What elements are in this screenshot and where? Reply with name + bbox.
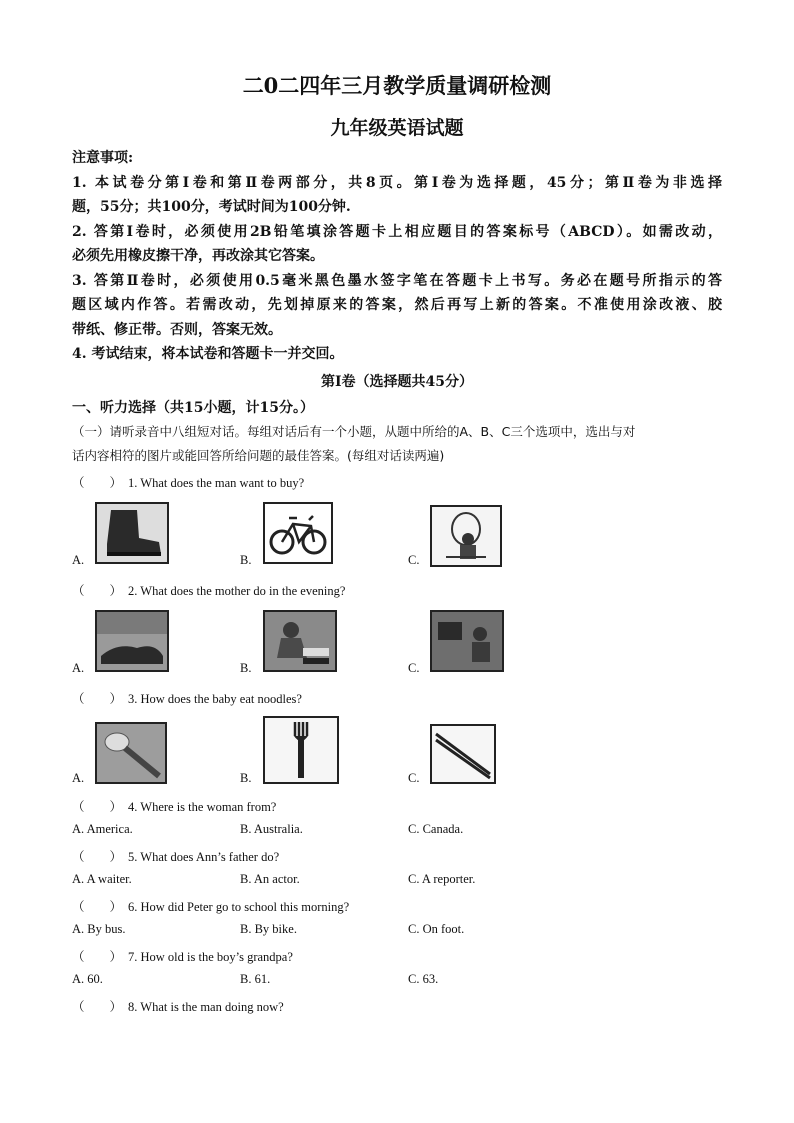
answer-blank[interactable]: （ ） <box>72 1000 123 1014</box>
instruction-line: 话内容相符的图片或能回答所给问题的最佳答案。(每组对话读两遍) <box>72 448 445 463</box>
question-text: 1. What does the man want to buy? <box>128 476 305 490</box>
option-c[interactable]: C. 63. <box>408 972 439 986</box>
option-b[interactable]: B. By bike. <box>240 922 297 936</box>
notes-line: 题区域内作答。若需改动，先划掉原来的答案，然后再写上新的答案。不准使用涂改液、胶 <box>72 297 722 313</box>
reading-picture <box>263 610 337 672</box>
option-c[interactable]: C. On foot. <box>408 922 465 936</box>
option-b[interactable]: B. <box>240 661 252 675</box>
notes-line: 1. 本试卷分第Ⅰ卷和第Ⅱ卷两部分，共8页。第Ⅰ卷为选择题，45分；第Ⅱ卷为非选择 <box>72 174 722 191</box>
question-1 <box>72 473 304 491</box>
question-2 <box>72 581 345 599</box>
notes-line: 3. 答第Ⅱ卷时，必须使用0.5毫米黑色墨水签字笔在答题卡上书写。务必在题号所指示的答 <box>72 272 722 289</box>
exam-subtitle: 九年级英语试题 <box>330 117 464 139</box>
option-c[interactable]: C. <box>408 661 420 675</box>
option-c[interactable]: C. <box>408 771 420 785</box>
option-a[interactable]: A. America. <box>72 822 133 836</box>
option-a[interactable]: A. A waiter. <box>72 872 132 886</box>
question-8 <box>72 997 284 1015</box>
boot-picture <box>95 502 169 564</box>
option-a[interactable]: A. 60. <box>72 972 103 986</box>
fork-picture <box>263 716 339 784</box>
option-a[interactable]: A. By bus. <box>72 922 126 936</box>
section-title: 第Ⅰ卷（选择题共45分） <box>320 374 474 390</box>
question-text: 7. How old is the boy’s grandpa? <box>128 950 293 964</box>
answer-blank[interactable]: （ ） <box>72 584 123 598</box>
question-text: 6. How did Peter go to school this morning? <box>128 900 350 914</box>
question-4 <box>72 797 276 815</box>
answer-blank[interactable]: （ ） <box>72 900 123 914</box>
question-text: 4. Where is the woman from? <box>128 800 277 814</box>
option-a[interactable]: A. <box>72 553 85 567</box>
part-title: 一、听力选择（共15小题，计15分。） <box>72 400 314 416</box>
question-5 <box>72 847 279 865</box>
skipping-rope-picture <box>430 505 502 567</box>
instruction-line: （一）请听录音中八组短对话。每组对话后有一个小题，从题中所给的A、B、C三个选项中，选出与对 <box>72 424 636 439</box>
question-6 <box>72 897 349 915</box>
option-c[interactable]: C. Canada. <box>408 822 464 836</box>
listening-instructions <box>72 420 722 468</box>
notes-line: 带纸、修正带。否则，答案无效。 <box>72 321 282 338</box>
option-b[interactable]: B. <box>240 553 252 567</box>
option-a[interactable]: A. <box>72 771 85 785</box>
answer-blank[interactable]: （ ） <box>72 692 123 706</box>
question-text: 3. How does the baby eat noodles? <box>128 692 302 706</box>
question-text: 2. What does the mother do in the evening? <box>128 584 346 598</box>
option-b[interactable]: B. 61. <box>240 972 271 986</box>
notes-line: 4. 考试结束，将本试卷和答题卡一并交回。 <box>72 346 344 362</box>
option-c[interactable]: C. A reporter. <box>408 872 476 886</box>
notes-heading: 注意事项: <box>72 150 134 166</box>
bicycle-picture <box>263 502 333 564</box>
question-text: 5. What does Ann’s father do? <box>128 850 280 864</box>
sleeping-picture <box>95 610 169 672</box>
tv-picture <box>430 610 504 672</box>
spoon-picture <box>95 722 167 784</box>
answer-blank[interactable]: （ ） <box>72 850 123 864</box>
answer-blank[interactable]: （ ） <box>72 800 123 814</box>
option-b[interactable]: B. Australia. <box>240 822 303 836</box>
question-7 <box>72 947 293 965</box>
notes-line: 2. 答第Ⅰ卷时，必须使用2B铅笔填涂答题卡上相应题目的答案标号（ABCD）。如需改动， <box>72 223 722 240</box>
answer-blank[interactable]: （ ） <box>72 950 123 964</box>
question-3 <box>72 689 302 707</box>
option-b[interactable]: B. An actor. <box>240 872 300 886</box>
option-a[interactable]: A. <box>72 661 85 675</box>
chopsticks-picture <box>430 724 496 784</box>
question-text: 8. What is the man doing now? <box>128 1000 284 1014</box>
notes-line: 必须先用橡皮擦干净，再改涂其它答案。 <box>72 248 324 264</box>
option-b[interactable]: B. <box>240 771 252 785</box>
exam-title: 二0二四年三月教学质量调研检测 <box>242 73 552 98</box>
notes-line: 题，55分；共100分，考试时间为100分钟. <box>72 199 351 215</box>
option-c[interactable]: C. <box>408 553 420 567</box>
answer-blank[interactable]: （ ） <box>72 476 123 490</box>
notes-block <box>72 146 722 367</box>
